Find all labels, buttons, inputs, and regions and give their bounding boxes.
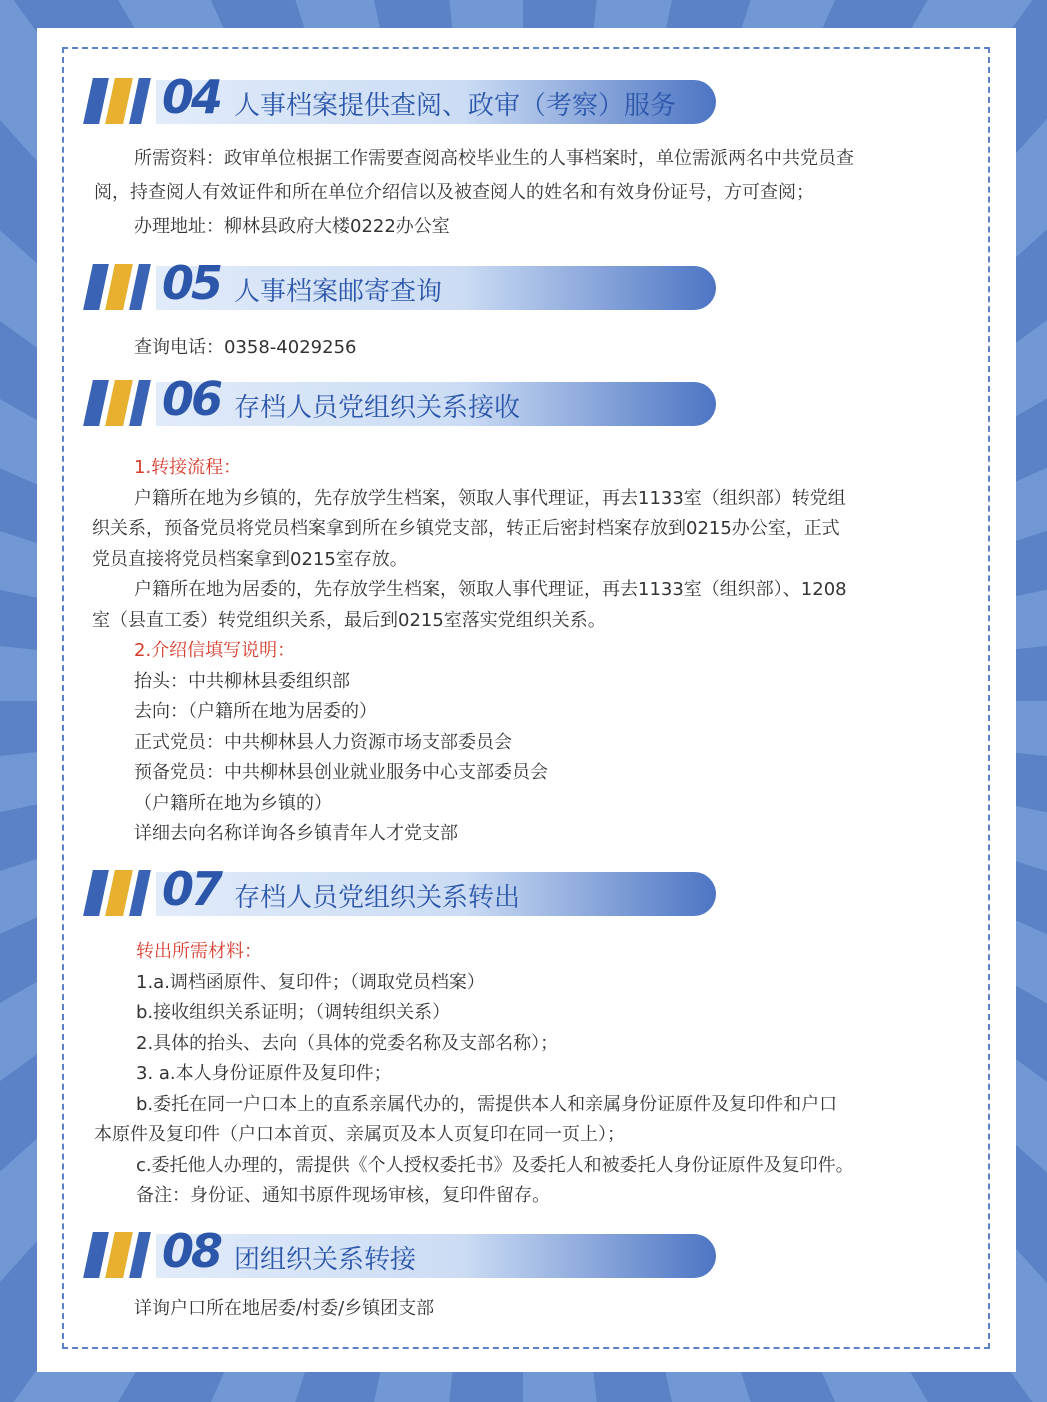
section-title: 存档人员党组织关系转出: [234, 883, 521, 913]
section-header-07: [84, 864, 724, 920]
body-line: b.接收组织关系证明；（调转组织关系）: [136, 1002, 451, 1023]
stripe-decoration: [105, 264, 133, 310]
stripe-decoration: [129, 1232, 151, 1278]
body-line: 阅，持查阅人有效证件和所在单位介绍信以及被查阅人的姓名和有效身份证号，方可查阅；: [94, 182, 814, 203]
body-line: 抬头：中共柳林县委组织部: [134, 671, 350, 692]
stripe-decoration: [83, 264, 109, 310]
body-line: 去向：（户籍所在地为居委的）: [134, 701, 377, 722]
body-line: 所需资料：政审单位根据工作需要查阅高校毕业生的人事档案时，单位需派两名中共党员查: [134, 148, 854, 169]
body-line: 备注：身份证、通知书原件现场审核，复印件留存。: [136, 1185, 550, 1206]
body-line: 查询电话：0358-4029256: [134, 337, 357, 358]
body-line: 本原件及复印件（户口本首页、亲属页及本人页复印在同一页上）；: [94, 1124, 625, 1145]
body-line: 1.a.调档函原件、复印件；（调取党员档案）: [136, 972, 485, 993]
section-number: 08: [162, 1224, 221, 1278]
body-line: b.委托在同一户口本上的直系亲属代办的，需提供本人和亲属身份证原件及复印件和户口: [136, 1094, 838, 1115]
stripe-decoration: [105, 380, 133, 426]
section-title: 人事档案邮寄查询: [234, 277, 443, 307]
body-line: 户籍所在地为居委的，先存放学生档案，领取人事代理证，再去1133室（组织部）、1208: [134, 579, 847, 600]
section-number: 06: [162, 372, 221, 426]
stripe-decoration: [129, 264, 151, 310]
section-header-05: [84, 258, 724, 314]
body-line: 织关系，预备党员将党员档案拿到所在乡镇党支部，转正后密封档案存放到0215办公室，正式: [92, 518, 840, 539]
stripe-decoration: [83, 870, 109, 916]
section-title: 团组织关系转接: [234, 1245, 417, 1275]
body-line: 详询户口所在地居委/村委/乡镇团支部: [134, 1298, 435, 1319]
stripe-decoration: [105, 870, 133, 916]
stripe-decoration: [83, 380, 109, 426]
subheading: 2.介绍信填写说明：: [134, 640, 296, 661]
body-line: 室（县直工委）转党组织关系，最后到0215室落实党组织关系。: [92, 610, 606, 631]
body-line: （户籍所在地为乡镇的）: [134, 793, 332, 814]
section-number: 04: [162, 70, 221, 124]
section-number: 05: [162, 256, 221, 310]
subheading: 转出所需材料：: [136, 941, 262, 962]
body-line: 户籍所在地为乡镇的，先存放学生档案，领取人事代理证，再去1133室（组织部）转党组: [134, 488, 846, 509]
stripe-decoration: [129, 380, 151, 426]
section-header-08: [84, 1226, 724, 1282]
body-line: 预备党员：中共柳林县创业就业服务中心支部委员会: [134, 762, 548, 783]
stripe-decoration: [83, 78, 109, 124]
body-line: c.委托他人办理的，需提供《个人授权委托书》及委托人和被委托人身份证原件及复印件。: [136, 1155, 854, 1176]
body-line: 详细去向名称详询各乡镇青年人才党支部: [134, 823, 458, 844]
stripe-decoration: [105, 78, 133, 124]
body-line: 办理地址：柳林县政府大楼0222办公室: [134, 216, 450, 237]
body-line: 正式党员：中共柳林县人力资源市场支部委员会: [134, 732, 512, 753]
stripe-decoration: [129, 78, 151, 124]
body-line: 2.具体的抬头、去向（具体的党委名称及支部名称）；: [136, 1033, 559, 1054]
subheading: 1.转接流程：: [134, 457, 242, 478]
section-number: 07: [162, 862, 221, 916]
section-title: 人事档案提供查阅、政审（考察）服务: [234, 91, 677, 121]
section-header-04: [84, 72, 724, 128]
stripe-decoration: [83, 1232, 109, 1278]
body-line: 党员直接将党员档案拿到0215室存放。: [92, 549, 408, 570]
stripe-decoration: [105, 1232, 133, 1278]
body-line: 3. a.本人身份证原件及复印件；: [136, 1063, 392, 1084]
section-header-06: [84, 374, 724, 430]
stripe-decoration: [129, 870, 151, 916]
section-title: 存档人员党组织关系接收: [234, 393, 521, 423]
